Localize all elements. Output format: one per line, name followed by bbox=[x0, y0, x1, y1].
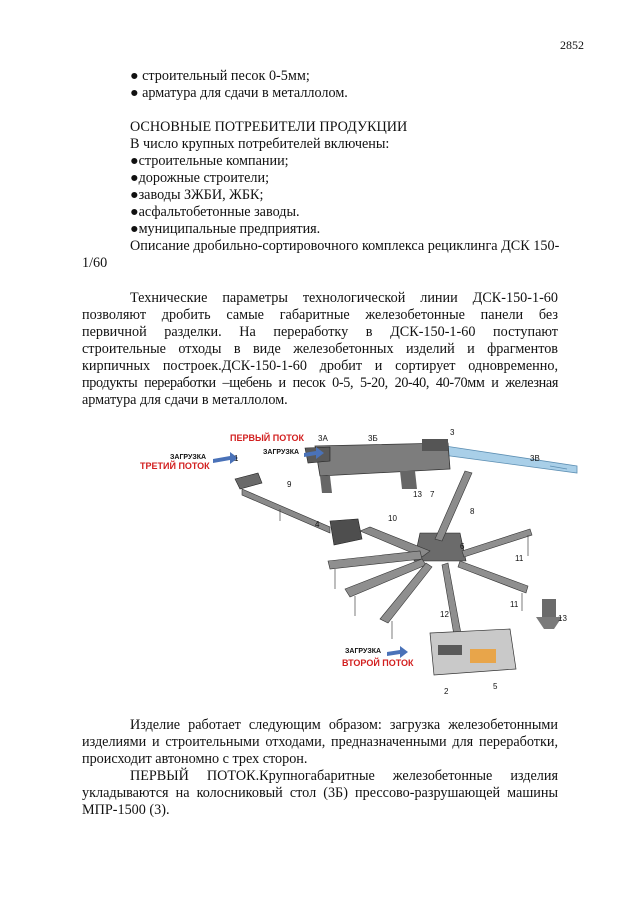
work-line: происходит автономно с трех сторон. bbox=[82, 751, 308, 767]
loading-label-first: ЗАГРУЗКА bbox=[263, 449, 300, 456]
hopper-1 bbox=[235, 473, 262, 489]
recycling-complex-figure bbox=[130, 421, 580, 701]
work-paragraph bbox=[82, 717, 558, 768]
label-3b: 3Б bbox=[368, 434, 378, 443]
tech-line: первичной разделки. На переработку в ДСК-150-1-60 поступают bbox=[82, 324, 558, 340]
label-3: 3 bbox=[450, 428, 455, 437]
label-13: 13 bbox=[558, 614, 567, 623]
press-cabin bbox=[422, 439, 448, 451]
first-flow-line: укладываются на колосниковый стол (3Б) прессово-разрушающей машины bbox=[82, 785, 558, 801]
top-bullet-list bbox=[82, 68, 558, 102]
crusher-jaw bbox=[438, 645, 462, 655]
description-line-1: Описание дробильно-сортировочного комплекса рециклинга ДСК 150- bbox=[130, 238, 560, 254]
label-6: 6 bbox=[460, 542, 465, 551]
loading-arrow-icon bbox=[387, 646, 408, 658]
work-line: Изделие работает следующим образом: загрузка железобетонными bbox=[130, 717, 558, 733]
conveyor-11 bbox=[458, 561, 528, 593]
tech-line: кирпичных построек.ДСК-150-1-60 дробит и сортирует одновременно, bbox=[82, 358, 558, 374]
loading-label-third: ЗАГРУЗКА bbox=[170, 454, 207, 461]
label-13: 13 bbox=[413, 490, 422, 499]
consumers-heading: ОСНОВНЫЕ ПОТРЕБИТЕЛИ ПРОДУКЦИИ bbox=[130, 119, 408, 135]
press-support bbox=[400, 471, 417, 489]
flow-label-first: ПЕРВЫЙ ПОТОК bbox=[230, 433, 304, 443]
loading-label-second: ЗАГРУЗКА bbox=[345, 648, 382, 655]
consumer-item: ●муниципальные предприятия. bbox=[130, 221, 321, 237]
complex-diagram bbox=[130, 421, 580, 701]
work-line: изделиями и строительными отходами, предназначенными для переработки, bbox=[82, 734, 558, 750]
tech-line: арматура для сдачи в металлолом. bbox=[82, 392, 288, 408]
consumer-item: ●дорожные строители; bbox=[130, 170, 270, 186]
label-1: 1 bbox=[234, 454, 239, 463]
bullet-rebar: ● арматура для сдачи в металлолом. bbox=[130, 85, 348, 101]
label-12: 12 bbox=[440, 610, 449, 619]
tech-line: строительные отходы в виде железобетонных изделий и фрагментов bbox=[82, 341, 558, 357]
tech-line: продукты переработки –щебень и песок 0-5, 5-20, 20-40, 40-70мм и железная bbox=[82, 375, 558, 391]
press-support bbox=[320, 476, 332, 493]
label-9: 9 bbox=[287, 480, 292, 489]
label-3v: 3В bbox=[530, 454, 540, 463]
tech-paragraph bbox=[82, 290, 558, 409]
label-11: 11 bbox=[515, 554, 524, 563]
silo-13 bbox=[542, 599, 556, 617]
label-10: 10 bbox=[388, 514, 397, 523]
first-flow-line: ПЕРВЫЙ ПОТОК.Крупногабаритные железобетонные изделия bbox=[130, 768, 558, 784]
tech-line: Технические параметры технологической линии ДСК-150-1-60 bbox=[130, 290, 558, 306]
crusher-motor bbox=[470, 649, 496, 663]
bullet-sand: ● строительный песок 0-5мм; bbox=[130, 68, 310, 84]
conveyor-8 bbox=[435, 471, 472, 541]
crusher-4 bbox=[330, 519, 362, 545]
consumer-item: ●заводы ЗЖБИ, ЖБК; bbox=[130, 187, 264, 203]
consumers-section bbox=[82, 119, 558, 272]
label-3a: 3А bbox=[318, 434, 328, 443]
conveyor-11 bbox=[462, 529, 532, 557]
first-flow-paragraph bbox=[82, 768, 558, 819]
description-line-2: 1/60 bbox=[82, 255, 108, 271]
label-7: 7 bbox=[430, 490, 435, 499]
first-flow-line: МПР-1500 (3). bbox=[82, 802, 170, 818]
flow-label-second: ВТОРОЙ ПОТОК bbox=[342, 658, 414, 668]
flow-label-third: ТРЕТИЙ ПОТОК bbox=[140, 461, 210, 471]
page-number: 2852 bbox=[560, 38, 584, 52]
conveyor-3v bbox=[443, 446, 577, 473]
tech-line: позволяют дробить самые габаритные железобетонные панели без bbox=[82, 307, 558, 323]
label-8: 8 bbox=[470, 507, 475, 516]
consumers-intro: В число крупных потребителей включены: bbox=[130, 136, 390, 152]
label-11: 11 bbox=[510, 600, 519, 609]
consumer-item: ●строительные компании; bbox=[130, 153, 289, 169]
consumer-item: ●асфальтобетонные заводы. bbox=[130, 204, 300, 220]
label-2: 2 bbox=[444, 687, 449, 696]
label-5: 5 bbox=[493, 682, 498, 691]
conveyor-12 bbox=[442, 563, 462, 641]
label-4: 4 bbox=[315, 520, 320, 529]
